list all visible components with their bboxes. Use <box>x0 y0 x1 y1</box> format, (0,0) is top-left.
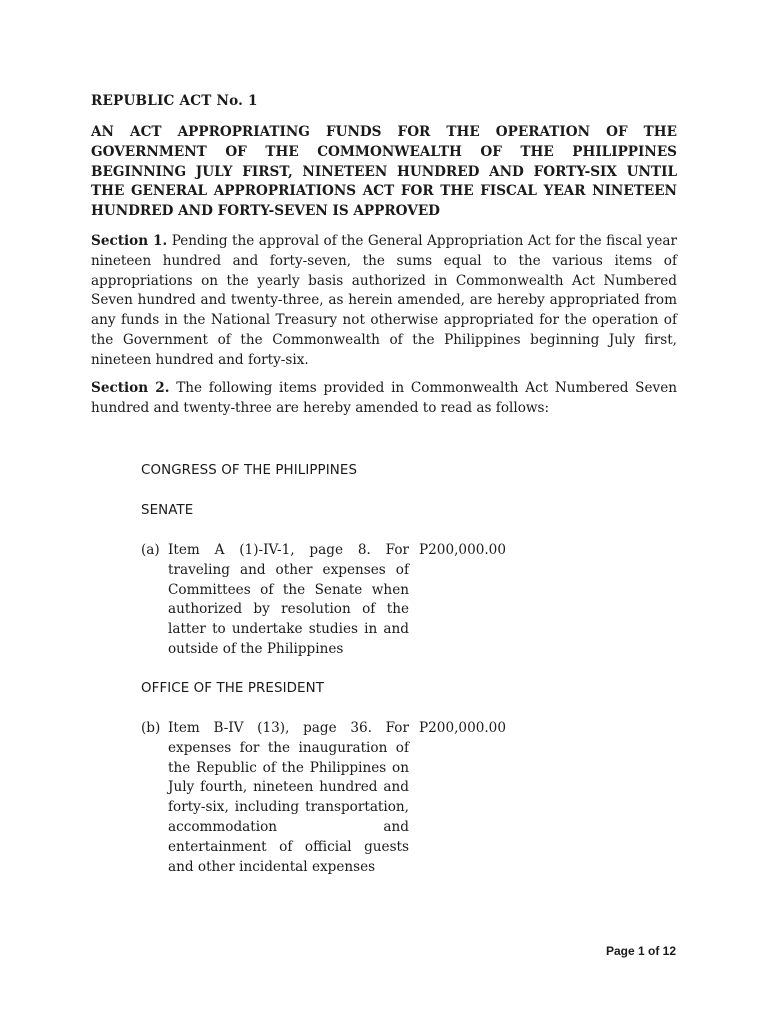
office-of-the-president-heading: OFFICE OF THE PRESIDENT <box>141 681 324 696</box>
senate-heading: SENATE <box>141 503 194 518</box>
page-number: Page 1 of 12 <box>606 944 677 958</box>
item-b-description: Item B-IV (13), page 36. For expenses for the inauguration of the Republic of the Philippines on July fourth, nineteen hundred and forty-six, including transportation, accommodation and entertainment of official guests and other incidental expenses <box>168 720 409 875</box>
congress-heading: CONGRESS OF THE PHILIPPINES <box>141 463 358 478</box>
item-b-letter: (b) <box>141 720 161 736</box>
item-a-description: Item A (1)-IV-1, page 8. For traveling and other expenses of Committees of the Senate when authorized by resolution of the latter to undertake studies in and outside of the Philippines <box>168 542 409 657</box>
section-1-paragraph <box>91 232 677 371</box>
section-2-text: The following items provided in Commonwealth Act Numbered Seven hundred and twenty-three are hereby amended to read as follows: <box>91 380 677 416</box>
section-2-label: Section 2. <box>91 380 170 396</box>
item-b-amount: P200,000.00 <box>419 720 506 736</box>
item-a-amount: P200,000.00 <box>419 542 506 558</box>
section-2-paragraph <box>91 379 677 419</box>
act-number: REPUBLIC ACT No. 1 <box>91 93 258 109</box>
section-1-label: Section 1. <box>91 233 168 249</box>
act-title: AN ACT APPROPRIATING FUNDS FOR THE OPERATION OF THE GOVERNMENT OF THE COMMONWEALTH OF THE PHILIPPINES BEGINNING JULY FIRST, NINETEEN HUNDRED AND FORTY-SIX UNTIL THE GENERAL APPROPRIATIONS ACT FOR THE FISCAL YEAR NINETEEN HUNDRED AND FORTY-SEVEN IS APPROVED <box>91 124 677 220</box>
section-1-text: Pending the approval of the General Appropriation Act for the fiscal year nineteen hundred and forty-seven, the sums equal to the various items of appropriations on the yearly basis authorized in Commonwealth Act Numbered Seven hundred and twenty-three, as herein amended, are hereby appropriated from any funds in the National Treasury not otherwise appropriated for the operation of the Government of the Commonwealth of the Philippines beginning July first, nineteen hundred and forty-six. <box>91 233 677 368</box>
item-a-letter: (a) <box>141 542 160 558</box>
